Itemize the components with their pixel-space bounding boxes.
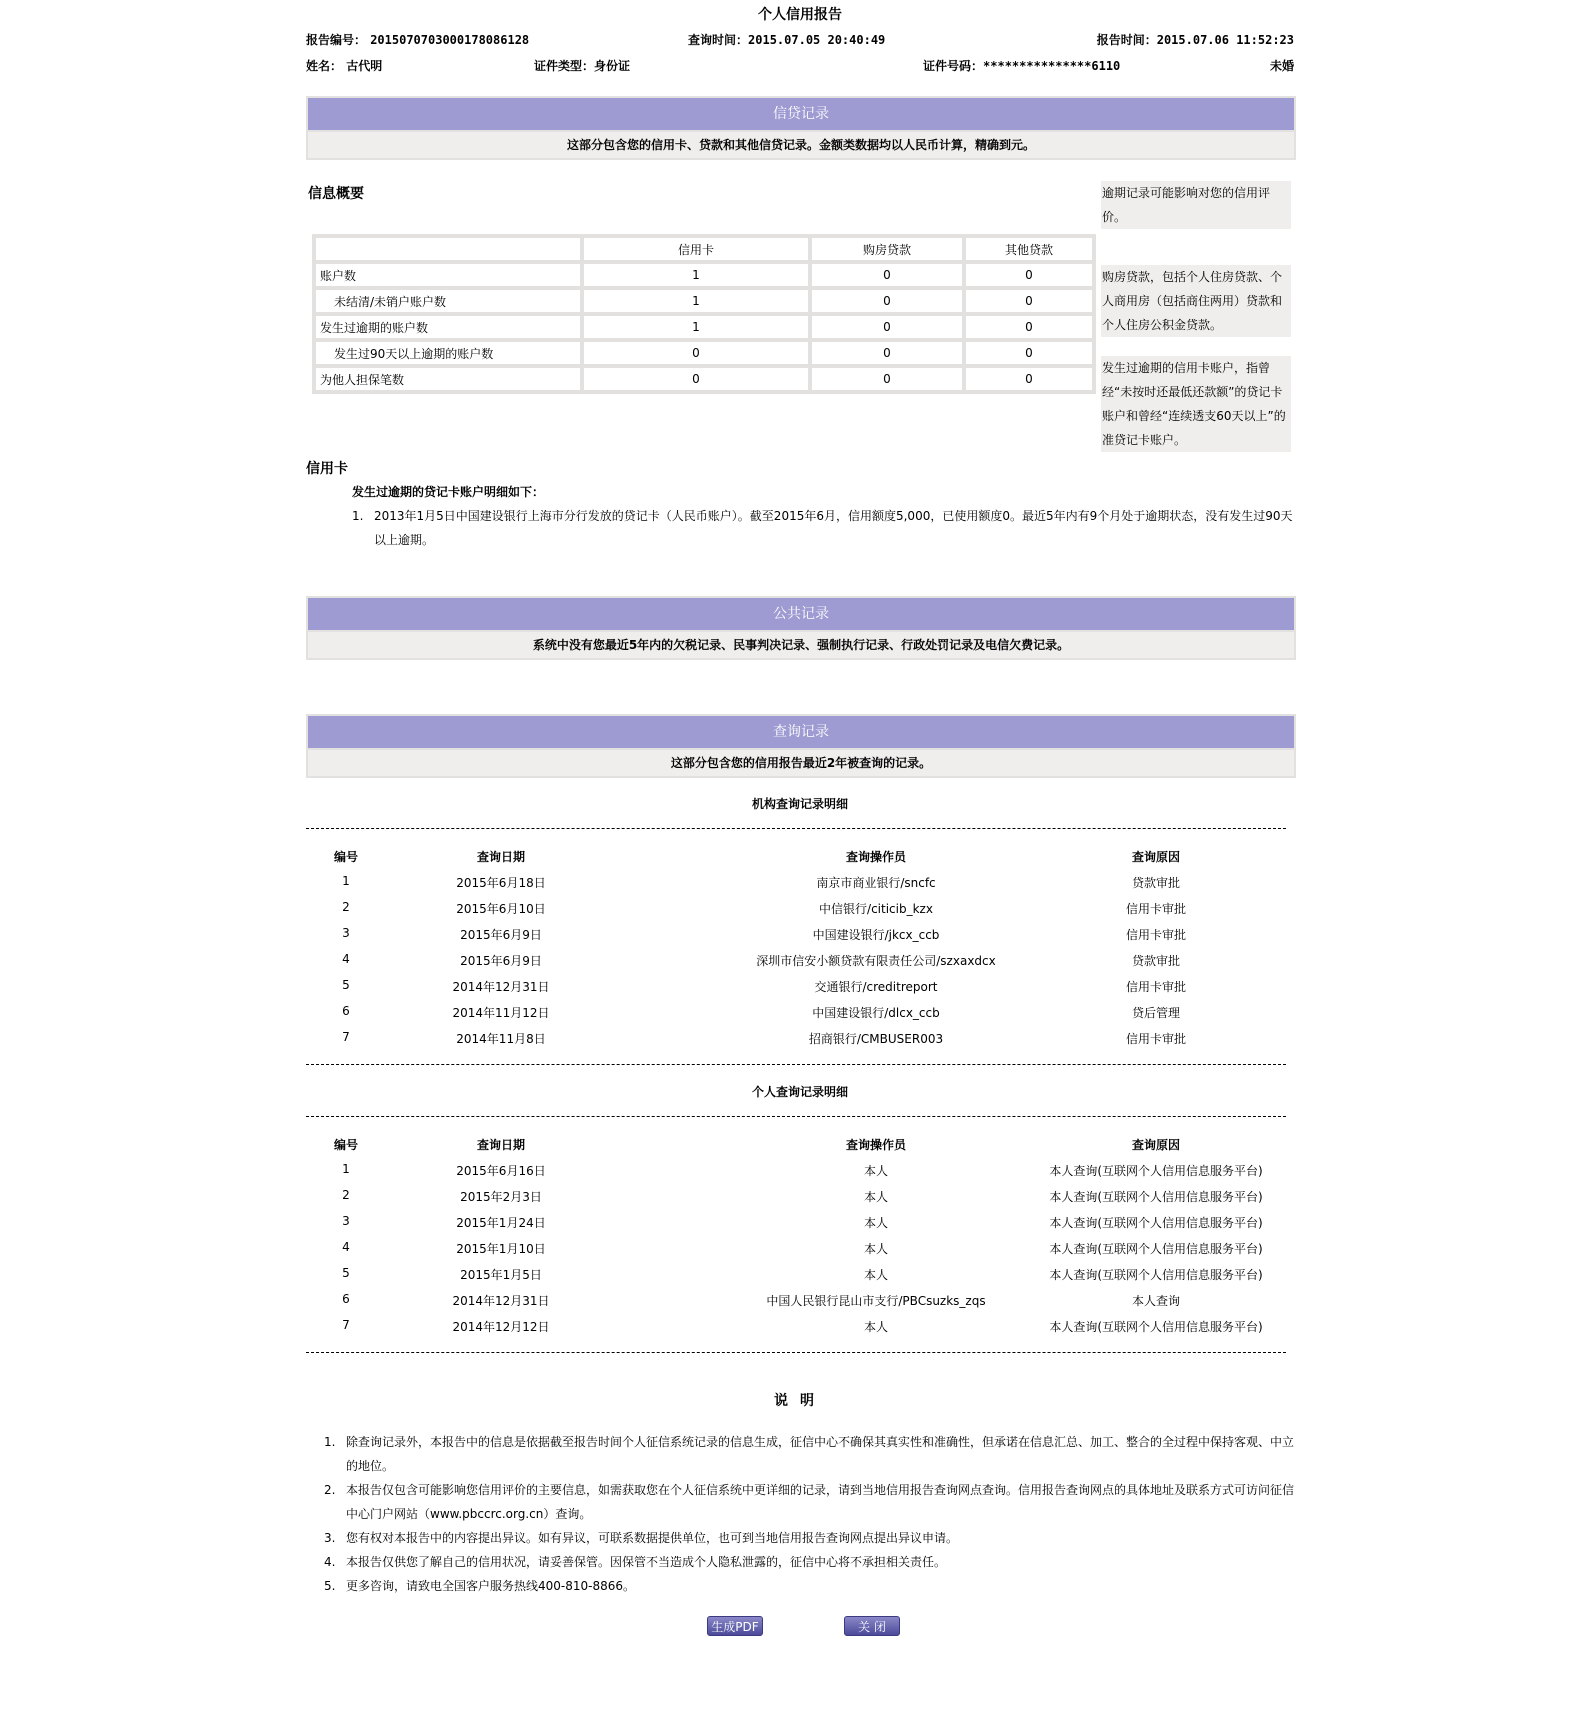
col-header: 查询日期: [476, 850, 525, 864]
summary-row: [314, 366, 1094, 392]
cell-number: 7: [342, 1318, 350, 1332]
id-type-value: 身份证: [594, 59, 631, 73]
name-value: 古代明: [346, 59, 383, 73]
org-query-row: [306, 952, 1294, 976]
summary-heading: 信息概要: [308, 186, 364, 202]
cell-number: 7: [342, 1030, 350, 1044]
cell-number: 2: [342, 1188, 350, 1202]
cell-operator: 中信银行/citicib_kzx: [819, 902, 933, 916]
divider: [306, 1116, 1286, 1117]
summary-row-label: 发生过90天以上逾期的账户数: [314, 340, 582, 366]
summary-row: [314, 340, 1094, 366]
col-header: 编号: [333, 850, 358, 864]
summary-cell: 0: [964, 340, 1094, 366]
summary-cell: 0: [582, 340, 810, 366]
col-header: 查询原因: [1131, 850, 1180, 864]
divider: [306, 1352, 1286, 1353]
cell-reason: 信用卡审批: [1125, 1032, 1186, 1046]
personal-query-row: [306, 1292, 1294, 1316]
explanation-item: [324, 1550, 1299, 1574]
org-queries-heading: 机构查询记录明细: [751, 797, 848, 811]
personal-query-row: [306, 1214, 1294, 1238]
summary-cell: 1: [582, 288, 810, 314]
cell-reason: 贷后管理: [1131, 1006, 1180, 1020]
id-number-value: ***************6110: [983, 59, 1121, 73]
explanation-item: [324, 1430, 1299, 1478]
explanation-item: [324, 1574, 1299, 1598]
note-housing-loan: 购房贷款，包括个人住房贷款、个人商用房（包括商住两用）贷款和个人住房公积金贷款。: [1101, 265, 1291, 337]
summary-cell: 0: [582, 366, 810, 392]
cell-operator: 本人: [863, 1320, 888, 1334]
cell-operator: 本人: [863, 1190, 888, 1204]
cell-reason: 本人查询(互联网个人信用信息服务平台): [1049, 1320, 1263, 1334]
summary-header-cell: 信用卡: [582, 236, 810, 262]
name-label: 姓名：: [306, 59, 343, 73]
cell-date: 2015年1月5日: [460, 1268, 542, 1282]
cell-number: 3: [342, 1214, 350, 1228]
marital-status: 未婚: [1269, 59, 1294, 73]
item-text: 本报告仅供您了解自己的信用状况，请妥善保管。因保管不当造成个人隐私泄露的，征信中心将不承担相关责任。: [346, 1555, 947, 1569]
generate-pdf-button[interactable]: 生成PDF: [707, 1616, 763, 1636]
credit-section-header: [306, 96, 1296, 160]
report-number: [306, 31, 529, 48]
explanation-heading: 说明: [774, 1393, 826, 1409]
cell-reason: 信用卡审批: [1125, 902, 1186, 916]
org-query-row: [306, 874, 1294, 898]
personal-query-row: [306, 1318, 1294, 1342]
cell-date: 2015年6月16日: [456, 1164, 546, 1178]
cell-reason: 本人查询(互联网个人信用信息服务平台): [1049, 1216, 1263, 1230]
cell-operator: 本人: [863, 1216, 888, 1230]
cell-reason: 信用卡审批: [1125, 928, 1186, 942]
cell-operator: 本人: [863, 1268, 888, 1282]
cell-operator: 交通银行/creditreport: [814, 980, 938, 994]
query-section-subtitle: 这部分包含您的信用报告最近2年被查询的记录。: [308, 750, 1294, 776]
credit-card-heading: 信用卡: [306, 461, 348, 477]
col-header: 查询操作员: [845, 1138, 906, 1152]
report-time: [1097, 31, 1294, 48]
cell-number: 1: [342, 874, 350, 888]
summary-row-label: 未结清/未销户账户数: [314, 288, 582, 314]
cell-reason: 本人查询(互联网个人信用信息服务平台): [1049, 1242, 1263, 1256]
cell-operator: 中国建设银行/jkcx_ccb: [812, 928, 940, 942]
personal-query-row: [306, 1188, 1294, 1212]
cell-reason: 本人查询(互联网个人信用信息服务平台): [1049, 1190, 1263, 1204]
cell-operator: 招商银行/CMBUSER003: [808, 1032, 944, 1046]
cell-date: 2015年6月9日: [460, 928, 542, 942]
cell-number: 3: [342, 926, 350, 940]
query-time-value: 2015.07.05 20:40:49: [748, 33, 886, 47]
item-text: 您有权对本报告中的内容提出异议。如有异议，可联系数据提供单位，也可到当地信用报告查询网点提出异议申请。: [346, 1531, 959, 1545]
summary-cell: 0: [964, 314, 1094, 340]
col-header: 查询原因: [1131, 1138, 1180, 1152]
id-number-field: [923, 57, 1120, 74]
summary-cell: 0: [810, 314, 964, 340]
org-query-row: [306, 1004, 1294, 1028]
credit-section-subtitle: 这部分包含您的信用卡、贷款和其他信贷记录。金额类数据均以人民币计算，精确到元。: [308, 132, 1294, 158]
cell-operator: 本人: [863, 1242, 888, 1256]
cell-date: 2015年1月10日: [456, 1242, 546, 1256]
item-number: 1.: [324, 1435, 336, 1449]
item-number: 5.: [324, 1579, 336, 1593]
org-queries-header-row: [306, 848, 1294, 872]
summary-cell: 0: [810, 366, 964, 392]
summary-cell: 0: [810, 340, 964, 366]
report-time-value: 2015.07.06 11:52:23: [1156, 33, 1294, 47]
cell-number: 6: [342, 1004, 350, 1018]
summary-row: [314, 314, 1094, 340]
summary-row: [314, 288, 1094, 314]
cell-number: 1: [342, 1162, 350, 1176]
cell-date: 2014年12月31日: [452, 980, 550, 994]
name-field: [306, 57, 382, 74]
col-header: 查询操作员: [845, 850, 906, 864]
note-overdue: 逾期记录可能影响对您的信用评价。: [1101, 181, 1291, 229]
personal-query-row: [306, 1266, 1294, 1290]
cell-reason: 贷款审批: [1131, 876, 1180, 890]
cell-date: 2015年6月9日: [460, 954, 542, 968]
cell-number: 2: [342, 900, 350, 914]
report-time-label: 报告时间：: [1096, 33, 1157, 47]
report-number-label: 报告编号：: [306, 33, 367, 47]
personal-query-row: [306, 1240, 1294, 1264]
personal-query-row: [306, 1162, 1294, 1186]
cell-date: 2015年6月18日: [456, 876, 546, 890]
cell-number: 4: [342, 952, 350, 966]
cell-operator: 中国人民银行昆山市支行/PBCsuzks_zqs: [766, 1294, 986, 1308]
summary-cell: 1: [582, 314, 810, 340]
summary-header-cell: [314, 236, 582, 262]
summary-table: [312, 234, 1096, 394]
org-query-row: [306, 926, 1294, 950]
org-query-row: [306, 1030, 1294, 1054]
summary-header-cell: 其他贷款: [964, 236, 1094, 262]
divider: [306, 828, 1286, 829]
item-number: 2.: [324, 1483, 336, 1497]
credit-card-subheading: 发生过逾期的贷记卡账户明细如下：: [352, 485, 545, 499]
summary-row-label: 发生过逾期的账户数: [314, 314, 582, 340]
summary-row: [314, 262, 1094, 288]
cell-date: 2015年1月24日: [456, 1216, 546, 1230]
cell-date: 2014年11月8日: [456, 1032, 546, 1046]
credit-card-item: [352, 504, 1297, 552]
report-number-value: 2015070703000178086128: [370, 33, 530, 47]
report-title: 个人信用报告: [758, 7, 842, 23]
cell-reason: 贷款审批: [1131, 954, 1180, 968]
summary-cell: 0: [810, 262, 964, 288]
id-type-label: 证件类型：: [534, 59, 595, 73]
query-time-label: 查询时间：: [688, 33, 749, 47]
divider: [306, 1064, 1286, 1065]
cell-reason: 本人查询(互联网个人信用信息服务平台): [1049, 1268, 1263, 1282]
cell-date: 2014年12月31日: [452, 1294, 550, 1308]
cell-date: 2014年12月12日: [452, 1320, 550, 1334]
summary-cell: 0: [964, 366, 1094, 392]
cell-operator: 深圳市信安小额贷款有限责任公司/szxaxdcx: [756, 954, 996, 968]
cell-number: 5: [342, 1266, 350, 1280]
item-number: 3.: [324, 1531, 336, 1545]
query-section-header: [306, 714, 1296, 778]
public-section-title: 公共记录: [308, 598, 1294, 630]
summary-header-cell: 购房贷款: [810, 236, 964, 262]
cell-date: 2015年6月10日: [456, 902, 546, 916]
cell-reason: 本人查询(互联网个人信用信息服务平台): [1049, 1164, 1263, 1178]
item-number: 1.: [352, 509, 364, 523]
id-number-label: 证件号码：: [923, 59, 984, 73]
item-number: 4.: [324, 1555, 336, 1569]
cell-operator: 南京市商业银行/sncfc: [816, 876, 936, 890]
cell-date: 2015年2月3日: [460, 1190, 542, 1204]
public-section-subtitle: 系统中没有您最近5年内的欠税记录、民事判决记录、强制执行记录、行政处罚记录及电信欠费记录。: [308, 632, 1294, 658]
summary-cell: 0: [810, 288, 964, 314]
org-query-row: [306, 900, 1294, 924]
query-time: [688, 31, 885, 48]
query-section-title: 查询记录: [308, 716, 1294, 748]
public-section-header: [306, 596, 1296, 660]
cell-number: 4: [342, 1240, 350, 1254]
col-header: 编号: [333, 1138, 358, 1152]
cell-operator: 中国建设银行/dlcx_ccb: [812, 1006, 940, 1020]
summary-row-label: 为他人担保笔数: [314, 366, 582, 392]
note-overdue-card: 发生过逾期的信用卡账户，指曾经“未按时还最低还款额”的贷记卡账户和曾经“连续透支60天以上”的准贷记卡账户。: [1101, 356, 1291, 452]
cell-operator: 本人: [863, 1164, 888, 1178]
explanation-item: [324, 1478, 1299, 1526]
credit-section-title: 信贷记录: [308, 98, 1294, 130]
cell-number: 5: [342, 978, 350, 992]
cell-number: 6: [342, 1292, 350, 1306]
cell-reason: 本人查询: [1131, 1294, 1180, 1308]
summary-row-label: 账户数: [314, 262, 582, 288]
org-query-row: [306, 978, 1294, 1002]
summary-header-row: [314, 236, 1094, 262]
item-text: 除查询记录外，本报告中的信息是依据截至报告时间个人征信系统记录的信息生成，征信中心不确保其真实性和准确性，但承诺在信息汇总、加工、整合的全过程中保持客观、中立的地位。: [346, 1435, 1295, 1473]
cell-date: 2014年11月12日: [452, 1006, 550, 1020]
col-header: 查询日期: [476, 1138, 525, 1152]
id-type-field: [534, 57, 630, 74]
close-button[interactable]: 关 闭: [844, 1616, 900, 1636]
cell-reason: 信用卡审批: [1125, 980, 1186, 994]
summary-cell: 0: [964, 288, 1094, 314]
personal-queries-heading: 个人查询记录明细: [751, 1085, 848, 1099]
personal-queries-header-row: [306, 1136, 1294, 1160]
item-text: 2013年1月5日中国建设银行上海市分行发放的贷记卡（人民币账户）。截至2015年6月，信用额度5,000，已使用额度0。最近5年内有9个月处于逾期状态，没有发生过90天以上逾期。: [374, 509, 1293, 547]
explanation-item: [324, 1526, 1299, 1550]
summary-cell: 1: [582, 262, 810, 288]
item-text: 更多咨询，请致电全国客户服务热线400-810-8866。: [346, 1579, 636, 1593]
item-text: 本报告仅包含可能影响您信用评价的主要信息，如需获取您在个人征信系统中更详细的记录，请到当地信用报告查询网点查询。信用报告查询网点的具体地址及联系方式可访问征信中心门户网站（www.pbccrc.org.cn）查询。: [346, 1483, 1295, 1521]
summary-cell: 0: [964, 262, 1094, 288]
